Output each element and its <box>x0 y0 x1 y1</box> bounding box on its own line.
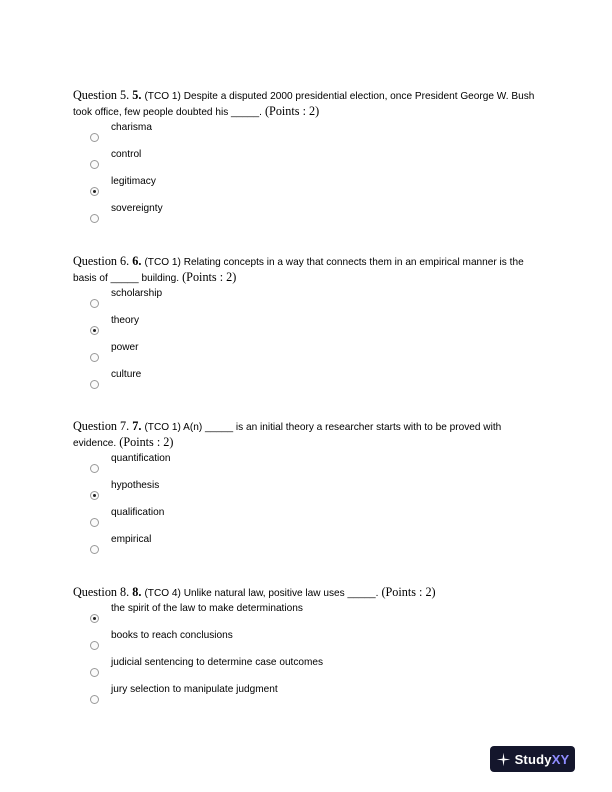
question-text: (TCO 4) Unlike natural law, positive law uses _____. <box>144 588 379 599</box>
radio-button[interactable] <box>90 695 99 704</box>
answer-option[interactable] <box>73 203 538 230</box>
radio-button[interactable] <box>90 214 99 223</box>
question-prefix: Question 6. <box>73 254 130 268</box>
answer-options <box>73 603 538 711</box>
answer-option-label: power <box>111 342 139 353</box>
question-number: 6. <box>132 254 142 268</box>
radio-button-selected[interactable] <box>90 491 99 500</box>
answer-option-label: control <box>111 149 142 160</box>
brand-name-accent: XY <box>551 751 570 767</box>
radio-button-selected[interactable] <box>90 326 99 335</box>
question-text: (TCO 1) Relating concepts in a way that connects them in an empirical manner is the basis of _____ building. <box>73 257 524 284</box>
answer-option[interactable] <box>73 480 538 507</box>
question-7 <box>73 419 538 561</box>
question-text: (TCO 1) Despite a disputed 2000 presidential election, once President George W. Bush took office, few people doubted his _____. <box>73 91 535 118</box>
answer-option-label: legitimacy <box>111 176 156 187</box>
radio-button[interactable] <box>90 464 99 473</box>
question-prefix: Question 8. <box>73 585 130 599</box>
question-prefix: Question 7. <box>73 419 130 433</box>
question-text: (TCO 1) A(n) _____ is an initial theory a researcher starts with to be proved with evidence. <box>73 422 502 449</box>
answer-option[interactable] <box>73 507 538 534</box>
answer-option[interactable] <box>73 369 538 396</box>
answer-option[interactable] <box>73 534 538 561</box>
answer-option[interactable] <box>73 342 538 369</box>
answer-option[interactable] <box>73 603 538 630</box>
brand-name <box>515 752 570 767</box>
answer-option-label: scholarship <box>111 288 163 299</box>
answer-option-label: qualification <box>111 507 165 518</box>
radio-button[interactable] <box>90 518 99 527</box>
answer-option[interactable] <box>73 684 538 711</box>
radio-button[interactable] <box>90 380 99 389</box>
answer-option[interactable] <box>73 453 538 480</box>
radio-button-selected[interactable] <box>90 187 99 196</box>
radio-button[interactable] <box>90 299 99 308</box>
question-header <box>73 88 538 120</box>
answer-option[interactable] <box>73 657 538 684</box>
question-8 <box>73 585 538 711</box>
question-prefix: Question 5. <box>73 88 130 102</box>
answer-option-label: empirical <box>111 534 152 545</box>
question-points: (Points : 2) <box>182 270 237 284</box>
radio-button[interactable] <box>90 545 99 554</box>
answer-option-label: jury selection to manipulate judgment <box>111 684 278 695</box>
radio-button[interactable] <box>90 641 99 650</box>
answer-option-label: sovereignty <box>111 203 163 214</box>
plus-star-icon <box>496 752 511 767</box>
question-number: 8. <box>132 585 142 599</box>
question-points: (Points : 2) <box>264 104 320 118</box>
answer-option-label: the spirit of the law to make determinations <box>111 603 303 614</box>
studyxy-badge[interactable] <box>490 746 575 772</box>
answer-option-label: charisma <box>111 122 152 133</box>
brand-name-main: Study <box>514 751 552 767</box>
answer-option[interactable] <box>73 176 538 203</box>
answer-option-label: books to reach conclusions <box>111 630 233 641</box>
question-header <box>73 419 538 451</box>
answer-options <box>73 453 538 561</box>
answer-option-label: theory <box>111 315 140 326</box>
radio-button[interactable] <box>90 668 99 677</box>
answer-option[interactable] <box>73 149 538 176</box>
question-points: (Points : 2) <box>381 585 436 599</box>
answer-option-label: judicial sentencing to determine case outcomes <box>111 657 324 668</box>
answer-options <box>73 288 538 396</box>
question-number: 5. <box>132 88 142 102</box>
question-header <box>73 254 538 286</box>
radio-button[interactable] <box>90 353 99 362</box>
answer-option[interactable] <box>73 630 538 657</box>
question-number: 7. <box>132 419 142 433</box>
answer-option-label: quantification <box>111 453 171 464</box>
radio-button[interactable] <box>90 133 99 142</box>
answer-option-label: hypothesis <box>111 480 160 491</box>
question-points: (Points : 2) <box>119 435 174 449</box>
radio-button[interactable] <box>90 160 99 169</box>
question-header <box>73 585 538 601</box>
answer-option-label: culture <box>111 369 142 380</box>
answer-option[interactable] <box>73 315 538 342</box>
question-5 <box>73 88 538 230</box>
question-6 <box>73 254 538 396</box>
radio-button-selected[interactable] <box>90 614 99 623</box>
answer-options <box>73 122 538 230</box>
answer-option[interactable] <box>73 288 538 315</box>
answer-option[interactable] <box>73 122 538 149</box>
